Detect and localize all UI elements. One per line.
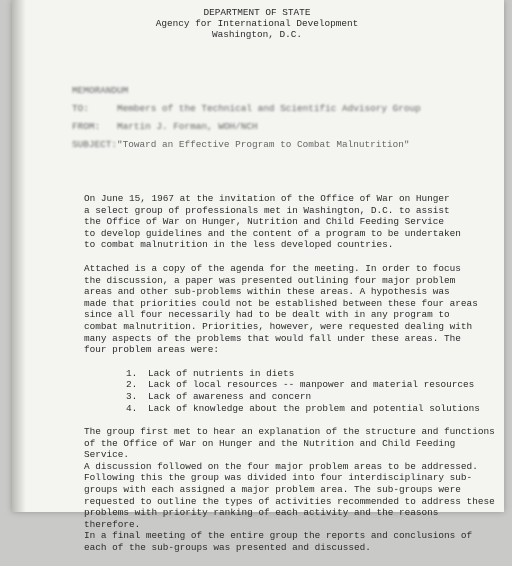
list-item: 2. Lack of local resources -- manpower and material resources (126, 379, 475, 391)
memo-from (72, 121, 492, 139)
agenda-paragraph: Attached is a copy of the agenda for the meeting. In order to focus the discussion, a paper was presented outlining four major problem areas and other sub-problems within these areas. A hypothesis was made that priorities could not be established between these four areas since all four necessarily had to be dealt with in any program to combat malnutrition. Priorities, however, were requested dealing with many aspects of the problems that would fall under these areas. The four problem areas were: (84, 262, 478, 356)
memo-subject-value: "Toward an Effective Program to Combat Malnutrition" (117, 139, 410, 150)
letterhead-department: DEPARTMENT OF STATE (203, 7, 311, 18)
memo-to (72, 103, 492, 121)
meeting-paragraph: The group first met to hear an explanation of the structure and functions of the Office of War on Hunger and the Nutrition and Child Feeding Service. A discussion followed on the four major problem areas to be addressed. Following this the group was divided into four interdisciplinary sub- groups with each assigned a major problem area. The sub-groups were requested to outline the types of activities recommended to address these problems with priority ranking of each activity and the reasons therefore. In a final meeting of the entire group the reports and conclusions of each of the sub-groups was presented and discussed. (84, 426, 495, 554)
scan-edge-shadow (12, 0, 26, 512)
problem-areas-list (84, 368, 496, 414)
memo-to-value: Members of the Technical and Scientific Advisory Group (117, 103, 421, 114)
memo-subject (72, 139, 492, 157)
letterhead-agency: Agency for International Development (155, 18, 359, 29)
memo-to-label: TO: (72, 103, 89, 114)
memo-subject-label: SUBJECT: (72, 139, 118, 150)
list-item: 4. Lack of knowledge about the problem and potential solutions (126, 402, 480, 414)
memo-type: MEMORANDUM (72, 85, 129, 96)
letterhead-city: Washington, D.C. (211, 29, 302, 40)
memo-from-value: Martin J. Forman, WOH/NCH (117, 121, 258, 132)
memo-from-label: FROM: (72, 121, 101, 132)
document-page (12, 0, 504, 554)
intro-paragraph: On June 15, 1967 at the invitation of the Office of War on Hunger a select group of professionals met in Washington, D.C. to assist the Office of War on Hunger, Nutrition and Child Feeding Service to develop guidelines and the content of a program to be undertaken to combat malnutrition in the less developed countries. (84, 193, 461, 251)
memo-body (84, 193, 496, 566)
letterhead (142, 7, 372, 40)
list-item: 1. Lack of nutrients in diets (126, 367, 295, 379)
memo-header (72, 85, 492, 157)
list-item: 3. Lack of awareness and concern (126, 390, 312, 402)
